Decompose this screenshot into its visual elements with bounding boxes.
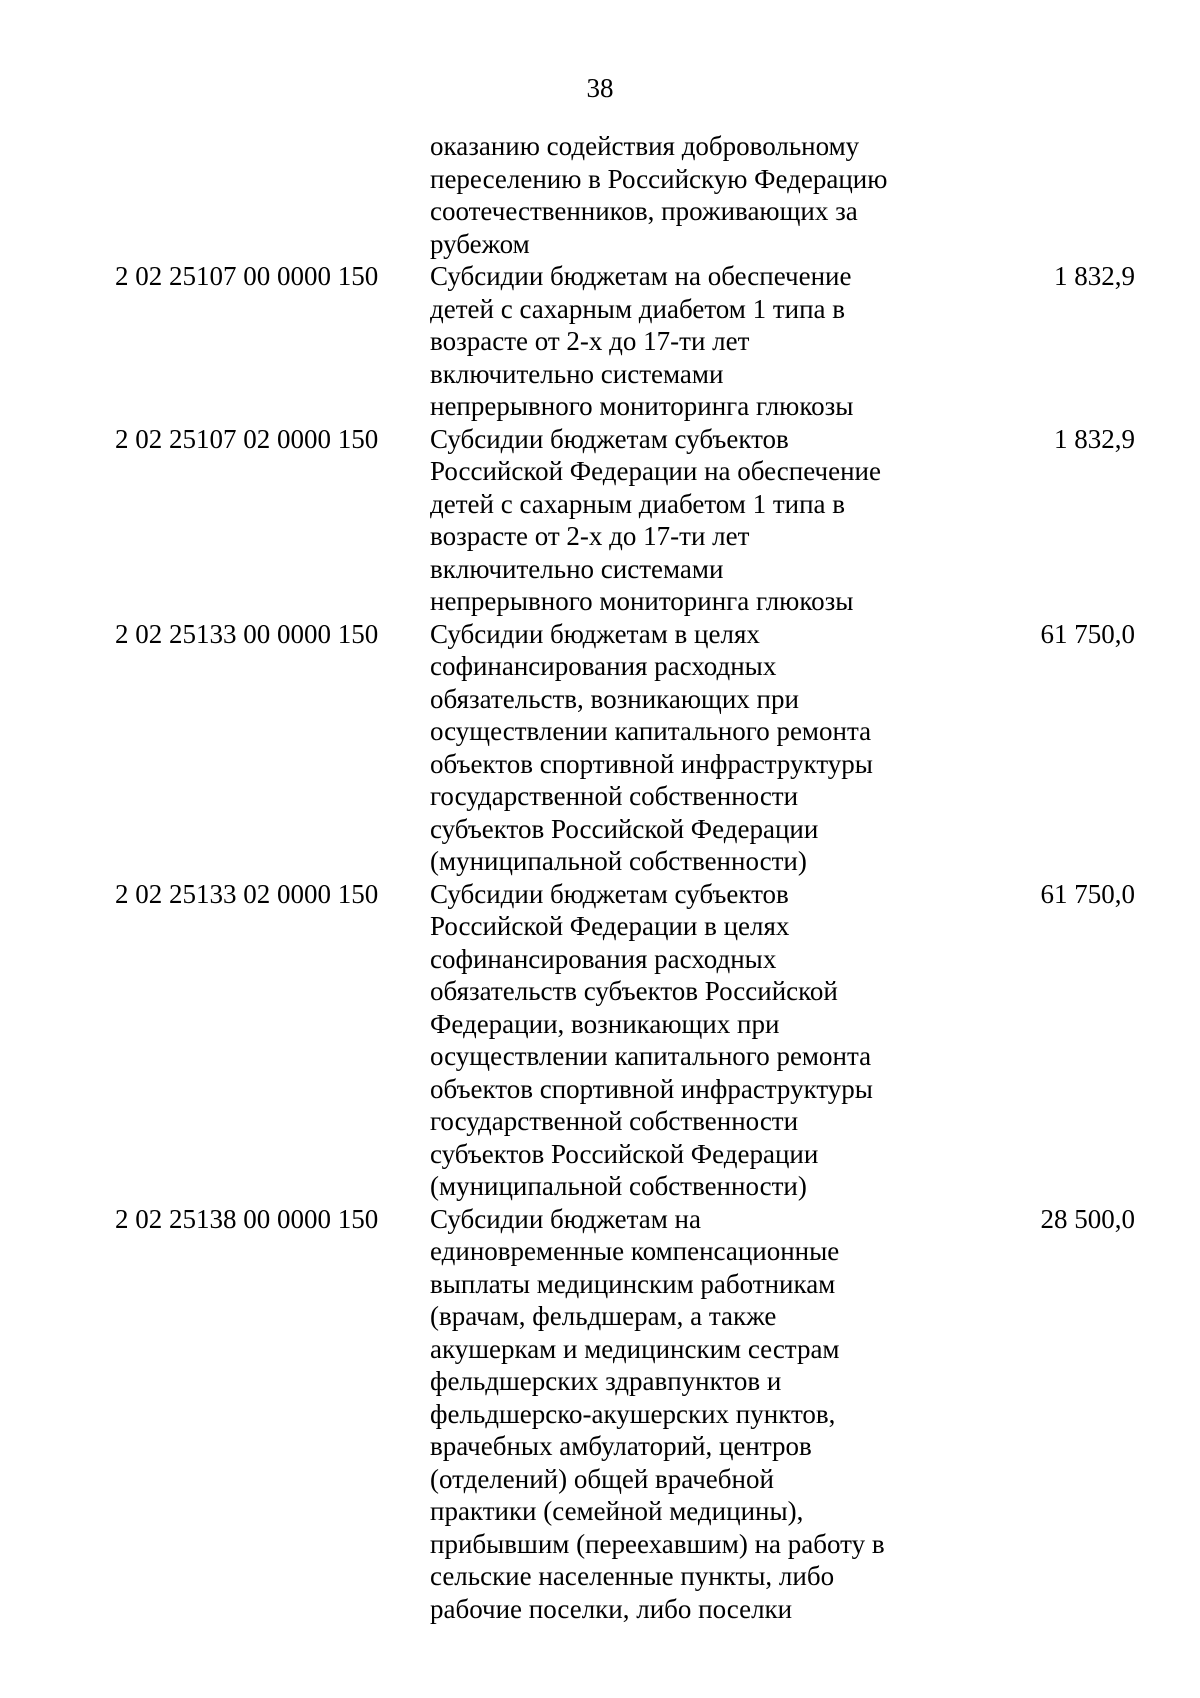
- table-row: [115, 1203, 1135, 1626]
- row-amount: 61 750,0: [1040, 878, 1135, 909]
- row-description: Субсидии бюджетам субъектов Российской Федерации в целях софинансирования расходных обязательств субъектов Российской Федерации, возникающих при осуществлении капитального ремонта объектов спортивной инфраструктуры государственной собственности субъектов Российской Федерации (муниципальной собственности): [430, 878, 873, 1201]
- row-description: Субсидии бюджетам субъектов Российской Федерации на обеспечение детей с сахарным диабетом 1 типа в возрасте от 2-х до 17-ти лет включительно системами непрерывного мониторинга глюкозы: [430, 423, 881, 616]
- table-row: [115, 260, 1135, 423]
- budget-code: 2 02 25138 00 0000 150: [115, 1203, 379, 1234]
- table-row: [115, 618, 1135, 878]
- page-number: 38: [586, 73, 614, 103]
- budget-code: 2 02 25133 00 0000 150: [115, 618, 379, 649]
- row-amount: 61 750,0: [1040, 618, 1135, 649]
- row-amount: 1 832,9: [1054, 423, 1135, 454]
- budget-code: 2 02 25133 02 0000 150: [115, 878, 379, 909]
- row-description: Субсидии бюджетам на единовременные компенсационные выплаты медицинским работникам (врачам, фельдшерам, а также акушеркам и медицинским сестрам фельдшерских здравпунктов и фельдшерско-акушерских пунктов, врачебных амбулаторий, центров (отделений) общей врачебной практики (семейной медицины), прибывшим (переехавшим) на работу в сельские населенные пункты, либо рабочие поселки, либо поселки: [430, 1203, 885, 1624]
- table-row: [115, 423, 1135, 618]
- budget-code: 2 02 25107 00 0000 150: [115, 261, 379, 291]
- budget-table: [115, 130, 1135, 1625]
- row-description: оказанию содействия добровольному переселению в Российскую Федерацию соотечественников, проживающих за рубежом: [430, 131, 888, 259]
- row-description: Субсидии бюджетам на обеспечение детей с сахарным диабетом 1 типа в возрасте от 2-х до 17-ти лет включительно системами непрерывного мониторинга глюкозы: [430, 261, 854, 421]
- row-amount: 1 832,9: [1054, 261, 1135, 291]
- row-amount: 28 500,0: [1040, 1203, 1135, 1234]
- table-row: [115, 878, 1135, 1203]
- budget-code: 2 02 25107 02 0000 150: [115, 423, 379, 454]
- row-description: Субсидии бюджетам в целях софинансирования расходных обязательств, возникающих при осуществлении капитального ремонта объектов спортивной инфраструктуры государственной собственности субъектов Российской Федерации (муниципальной собственности): [430, 618, 873, 876]
- table-row: [115, 130, 1135, 260]
